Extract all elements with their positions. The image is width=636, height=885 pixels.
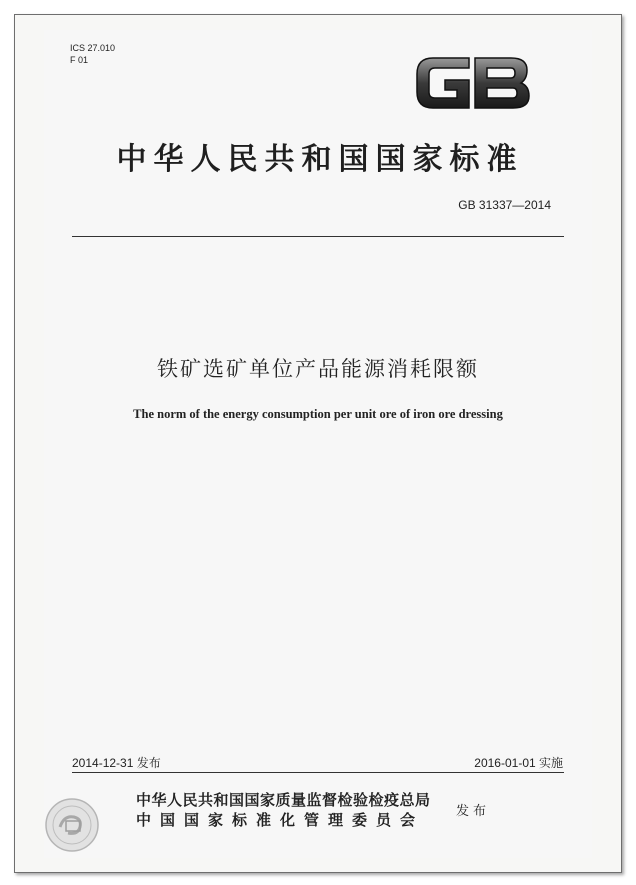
footer-divider <box>72 772 564 773</box>
header-divider <box>72 236 564 237</box>
standard-number: GB 31337—2014 <box>458 198 551 212</box>
publish-label: 发布 <box>456 804 491 819</box>
certification-seal-icon <box>44 797 100 853</box>
issuer-aqsiq: 中华人民共和国国家质量监督检验检疫总局 <box>136 791 431 809</box>
document-title-chinese: 铁矿选矿单位产品能源消耗限额 <box>157 357 479 381</box>
classification-codes <box>70 42 115 66</box>
gb-logo <box>411 50 533 114</box>
issuing-authorities <box>136 790 431 830</box>
ccs-code: F 01 <box>70 55 89 65</box>
document-title-english: The norm of the energy consumption per unit ore of iron ore dressing <box>133 407 503 421</box>
standard-category-title: 中华人民共和国国家标准 <box>116 142 524 177</box>
issuer-sac: 中国国家标准化管理委员会 <box>136 811 425 829</box>
svg-text:GB: GB <box>411 50 413 51</box>
ics-code: ICS 27.010 <box>70 43 116 53</box>
issue-date: 2014-12-31 发布 <box>72 756 161 770</box>
implementation-date: 2016-01-01 实施 <box>474 756 563 770</box>
